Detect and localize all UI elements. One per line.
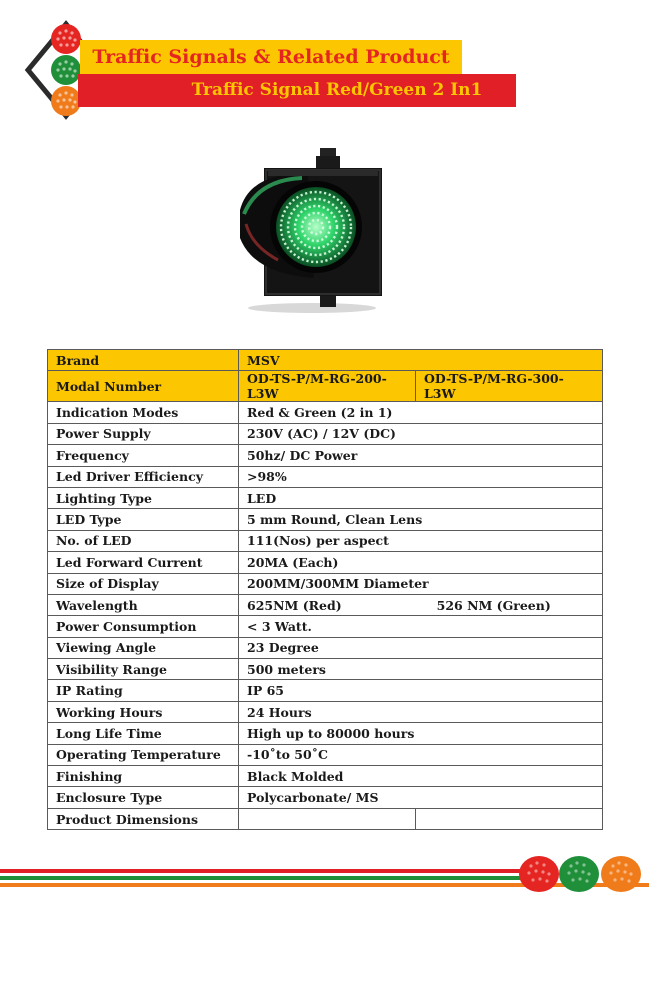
spec-table bbox=[47, 349, 603, 830]
spec-value: LED bbox=[239, 487, 603, 508]
spec-row bbox=[48, 445, 603, 466]
spec-row bbox=[48, 573, 603, 594]
spec-row bbox=[48, 616, 603, 637]
spec-row bbox=[48, 509, 603, 530]
spec-label: Power Supply bbox=[48, 423, 239, 444]
spec-value: < 3 Watt. bbox=[239, 616, 603, 637]
spec-value: MSV bbox=[239, 350, 603, 371]
traffic-signal-product-image bbox=[228, 148, 388, 314]
spec-label: Enclosure Type bbox=[48, 787, 239, 808]
spec-label: Operating Temperature bbox=[48, 744, 239, 765]
header-subtitle-bar bbox=[78, 74, 516, 107]
spec-value: 200MM/300MM Diameter bbox=[239, 573, 603, 594]
spec-row bbox=[48, 487, 603, 508]
spec-value: >98% bbox=[239, 466, 603, 487]
spec-row bbox=[48, 744, 603, 765]
spec-row bbox=[48, 402, 603, 423]
spec-label: Size of Display bbox=[48, 573, 239, 594]
spec-value: 500 meters bbox=[239, 659, 603, 680]
spec-value: Polycarbonate/ MS bbox=[239, 787, 603, 808]
page-subtitle: Traffic Signal Red/Green 2 In1 bbox=[191, 80, 483, 100]
spec-label: Indication Modes bbox=[48, 402, 239, 423]
spec-value: 230V (AC) / 12V (DC) bbox=[239, 423, 603, 444]
spec-row bbox=[48, 530, 603, 551]
spec-row bbox=[48, 552, 603, 573]
spec-row bbox=[48, 766, 603, 787]
spec-value: 50hz/ DC Power bbox=[239, 445, 603, 466]
spec-row-brand bbox=[48, 350, 603, 371]
spec-label: Visibility Range bbox=[48, 659, 239, 680]
spec-value: 24 Hours bbox=[239, 701, 603, 722]
spec-value bbox=[239, 594, 603, 615]
spec-label: Working Hours bbox=[48, 701, 239, 722]
spec-row-wavelength bbox=[48, 594, 603, 615]
header-title-bar bbox=[80, 40, 462, 74]
spec-label: No. of LED bbox=[48, 530, 239, 551]
spec-row-model bbox=[48, 371, 603, 402]
page-title: Traffic Signals & Related Product bbox=[92, 46, 450, 68]
spec-value: 111(Nos) per aspect bbox=[239, 530, 603, 551]
spec-value: Red & Green (2 in 1) bbox=[239, 402, 603, 423]
spec-row bbox=[48, 466, 603, 487]
spec-row bbox=[48, 659, 603, 680]
spec-label: Viewing Angle bbox=[48, 637, 239, 658]
spec-label: Finishing bbox=[48, 766, 239, 787]
spec-value: 23 Degree bbox=[239, 637, 603, 658]
spec-label: Lighting Type bbox=[48, 487, 239, 508]
spec-value: Black Molded bbox=[239, 766, 603, 787]
spec-value: High up to 80000 hours bbox=[239, 723, 603, 744]
spec-label: Modal Number bbox=[48, 371, 239, 402]
wavelength-red-value: 625NM (Red) bbox=[247, 597, 342, 613]
footer-stripe-green bbox=[0, 876, 530, 880]
spec-value bbox=[416, 808, 603, 829]
spec-value bbox=[239, 808, 416, 829]
spec-value: OD-TS-P/M-RG-200-L3W bbox=[239, 371, 416, 402]
spec-label: Wavelength bbox=[48, 594, 239, 615]
spec-label: Led Forward Current bbox=[48, 552, 239, 573]
spec-value: 5 mm Round, Clean Lens bbox=[239, 509, 603, 530]
spec-row bbox=[48, 637, 603, 658]
spec-label: Frequency bbox=[48, 445, 239, 466]
spec-row bbox=[48, 787, 603, 808]
spec-value: -10˚to 50˚C bbox=[239, 744, 603, 765]
spec-label: IP Rating bbox=[48, 680, 239, 701]
spec-label: Power Consumption bbox=[48, 616, 239, 637]
spec-label: Brand bbox=[48, 350, 239, 371]
spec-value: 20MA (Each) bbox=[239, 552, 603, 573]
spec-row-dimensions bbox=[48, 808, 603, 829]
wavelength-green-value: 526 NM (Green) bbox=[436, 597, 551, 613]
spec-label: Long Life Time bbox=[48, 723, 239, 744]
spec-row bbox=[48, 723, 603, 744]
footer-signal-lights-icon bbox=[517, 852, 649, 896]
spec-value: IP 65 bbox=[239, 680, 603, 701]
spec-row bbox=[48, 423, 603, 444]
spec-label: Led Driver Efficiency bbox=[48, 466, 239, 487]
spec-label: Product Dimensions bbox=[48, 808, 239, 829]
spec-label: LED Type bbox=[48, 509, 239, 530]
spec-row bbox=[48, 680, 603, 701]
spec-row bbox=[48, 701, 603, 722]
spec-value: OD-TS-P/M-RG-300-L3W bbox=[416, 371, 603, 402]
footer-stripe-red bbox=[0, 869, 546, 873]
